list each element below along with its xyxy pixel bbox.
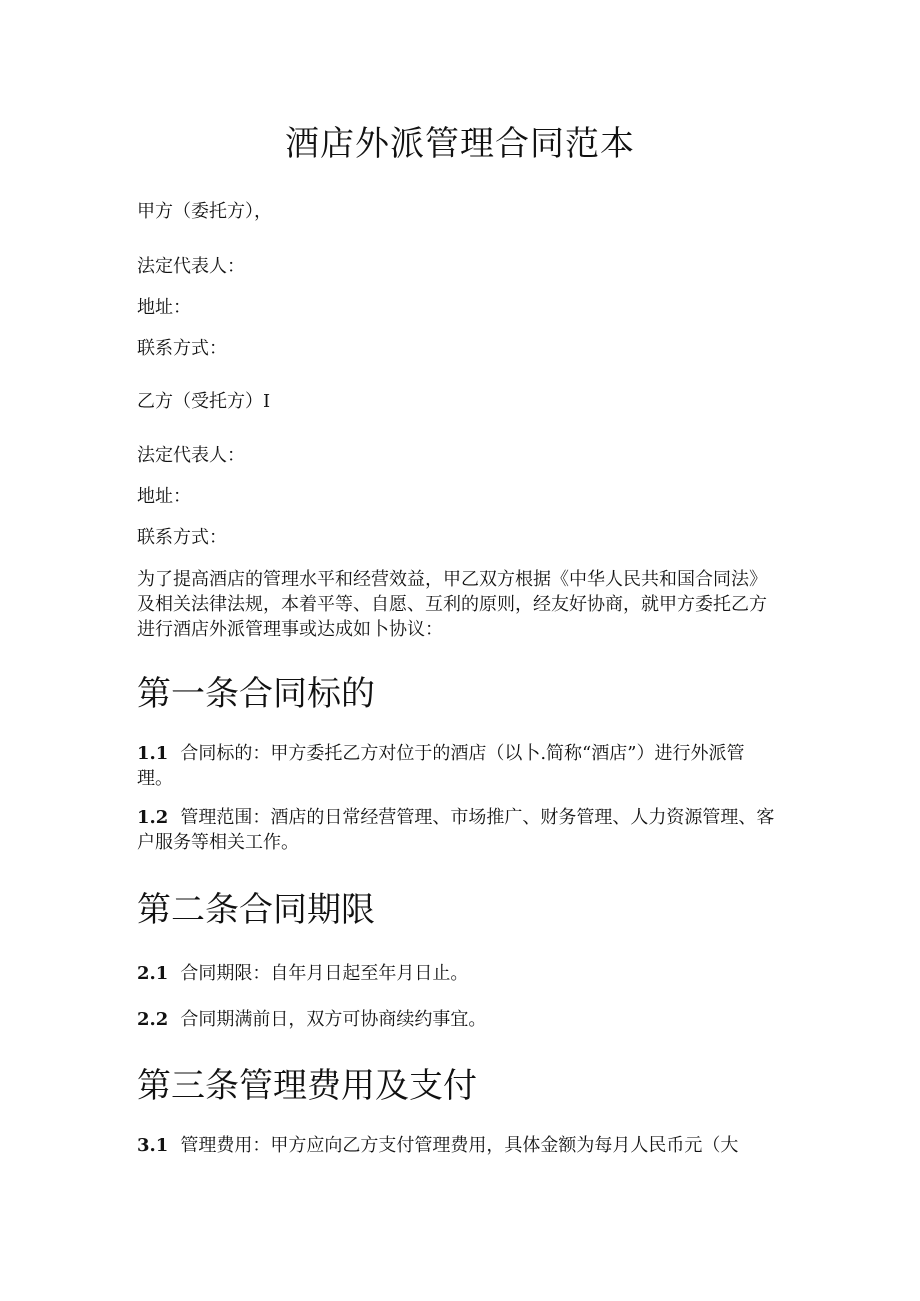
clause-text: 管理范围：酒店的日常经营管理、市场推广、财务管理、人力资源管理、客户服务等相关工作。 xyxy=(137,807,775,853)
preamble-paragraph: 为了提高酒店的管理水平和经营效益，甲乙双方根据《中华人民共和国合同法》及相关法律法规，本着平等、自愿、互利的原则，经友好协商，就甲方委托乙方进行酒店外派管理事或达成如卜协议： xyxy=(137,569,767,640)
clause-text: 合同标的：甲方委托乙方对位于的酒店（以卜.简称“酒店”）进行外派管理。 xyxy=(137,743,745,789)
party-b-contact: 联系方式： xyxy=(137,527,227,548)
party-b-label: 乙方（受托方）I xyxy=(137,391,271,412)
section-heading: 第二条合同期限 xyxy=(137,890,375,930)
party-a-address: 地址： xyxy=(137,297,191,318)
clause-number: 1.2 xyxy=(137,807,169,828)
clause xyxy=(137,741,777,791)
party-a-label: 甲方（委托方）， xyxy=(137,201,272,222)
document-title: 酒店外派管理合同范本 xyxy=(285,124,635,164)
clause xyxy=(137,805,777,855)
party-a-contact: 联系方式： xyxy=(137,338,227,359)
clause-number: 2.1 xyxy=(137,963,169,984)
clause-text: 合同期限：自年月日起至年月日止。 xyxy=(180,963,469,984)
party-b-address: 地址： xyxy=(137,486,191,507)
clause-number: 1.1 xyxy=(137,743,169,764)
clause xyxy=(137,961,777,986)
section-heading: 第一条合同标的 xyxy=(137,674,375,714)
clause-number: 2.2 xyxy=(137,1009,169,1030)
section-heading: 第三条管理费用及支付 xyxy=(137,1066,477,1106)
clause xyxy=(137,1133,777,1158)
clause-number: 3.1 xyxy=(137,1135,169,1156)
clause-text: 合同期满前日，双方可协商续约事宜。 xyxy=(180,1009,487,1030)
party-a-rep: 法定代表人： xyxy=(137,256,245,277)
clause xyxy=(137,1007,777,1032)
clause-text: 管理费用：甲方应向乙方支付管理费用，具体金额为每月人民币元（大 xyxy=(180,1135,739,1156)
party-b-rep: 法定代表人： xyxy=(137,445,245,466)
